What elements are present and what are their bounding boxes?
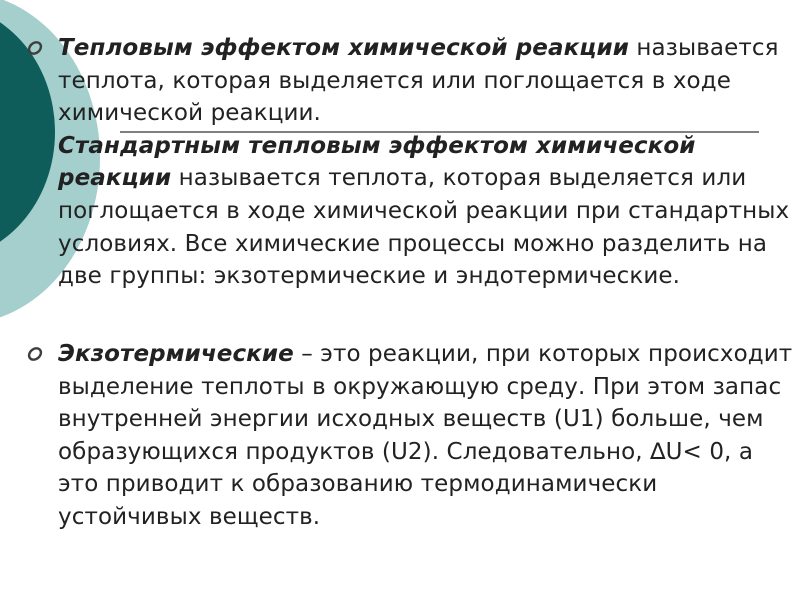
- definition-exothermic: – это реакции, при которых происходит выделение теплоты в окружающую среду. При этом запас внутренней энергии исходных веществ (U1) больше, чем образующихся продуктов (U2). Следовательно, ∆U< 0, а это приводит к образованию термодинамически устойчивых веществ.: [58, 341, 793, 530]
- definition-thermal-effect: называется теплота, которая выделяется или поглощается в ходе химической реакции.: [58, 35, 779, 127]
- term-standard-thermal-effect: Стандартным тепловым эффектом химической реакции: [58, 132, 696, 192]
- ring-bullet-icon: [26, 39, 44, 57]
- bullet-paragraph-thermal-effect: [58, 32, 798, 293]
- ring-bullet-icon: [26, 345, 44, 363]
- definition-standard-thermal-effect: называется теплота, которая выделяется или поглощается в ходе химической реакции при стандартных условиях. Все химические процессы можно разделить на две группы: экзотермические и эндотермические.: [58, 165, 790, 290]
- term-exothermic: Экзотермические: [58, 341, 294, 367]
- term-thermal-effect: Тепловым эффектом химической реакции: [58, 35, 629, 61]
- bullet-paragraph-exothermic: [58, 338, 798, 534]
